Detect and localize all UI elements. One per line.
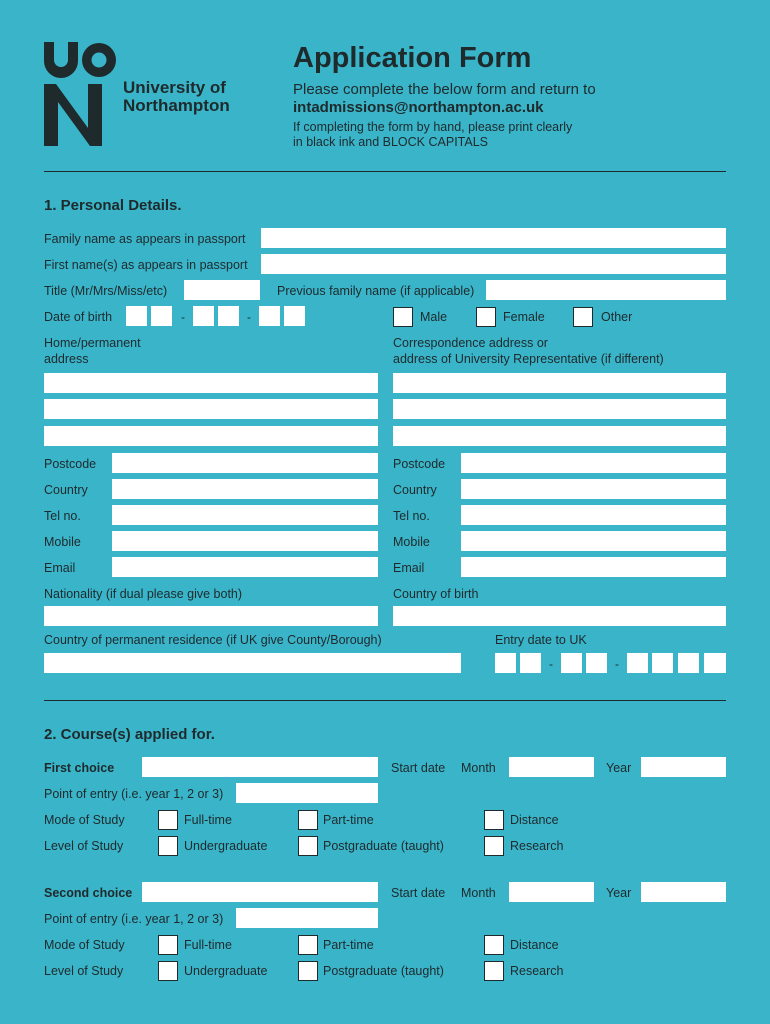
first-fulltime-checkbox[interactable] — [158, 810, 178, 830]
first-start-date-label: Start date — [391, 761, 446, 775]
first-choice-field[interactable] — [142, 757, 378, 777]
home-postcode-field[interactable] — [112, 453, 378, 473]
second-research-checkbox[interactable] — [484, 961, 504, 981]
first-undergraduate-checkbox[interactable] — [158, 836, 178, 856]
entry-date-separator: - — [615, 657, 619, 671]
dob-label: Date of birth — [44, 310, 113, 324]
second-distance-checkbox[interactable] — [484, 935, 504, 955]
second-month-field[interactable] — [509, 882, 594, 902]
first-year-field[interactable] — [641, 757, 726, 777]
entry-month-digit-2[interactable] — [586, 653, 607, 673]
home-address-line-3[interactable] — [44, 426, 378, 446]
gender-male-label: Male — [420, 310, 448, 324]
correspondence-address-line-1[interactable] — [393, 373, 726, 393]
first-level-label: Level of Study — [44, 839, 124, 853]
entry-year-digit-2[interactable] — [652, 653, 673, 673]
title-label: Title (Mr/Mrs/Miss/etc) — [44, 284, 168, 298]
entry-day-digit-2[interactable] — [520, 653, 541, 673]
entry-date-label: Entry date to UK — [495, 633, 587, 647]
first-parttime-checkbox[interactable] — [298, 810, 318, 830]
home-address-line-1[interactable] — [44, 373, 378, 393]
second-mode-label: Mode of Study — [44, 938, 125, 952]
dob-day-digit-1[interactable] — [126, 306, 147, 326]
first-month-field[interactable] — [509, 757, 594, 777]
second-fulltime-checkbox[interactable] — [158, 935, 178, 955]
second-year-label: Year — [606, 886, 632, 900]
home-mobile-field[interactable] — [112, 531, 378, 551]
home-postcode-label: Postcode — [44, 457, 97, 471]
university-name-line1: University of — [123, 78, 226, 97]
home-tel-label: Tel no. — [44, 509, 81, 523]
first-undergraduate-label: Undergraduate — [184, 839, 268, 853]
home-address-label-line1: Home/permanent — [44, 336, 141, 350]
second-point-of-entry-field[interactable] — [236, 908, 378, 928]
second-start-date-label: Start date — [391, 886, 446, 900]
instruction-text: Please complete the below form and return to — [293, 81, 596, 98]
country-residence-field[interactable] — [44, 653, 461, 673]
country-residence-label: Country of permanent residence (if UK give County/Borough) — [44, 633, 382, 647]
second-postgraduate-checkbox[interactable] — [298, 961, 318, 981]
second-parttime-checkbox[interactable] — [298, 935, 318, 955]
entry-month-digit-1[interactable] — [561, 653, 582, 673]
correspondence-address-label-line2: address of University Representative (if different) — [393, 352, 664, 366]
first-parttime-label: Part-time — [323, 813, 374, 827]
correspondence-address-label-line1: Correspondence address or — [393, 336, 548, 350]
home-email-label: Email — [44, 561, 76, 575]
second-fulltime-label: Full-time — [184, 938, 232, 952]
second-level-label: Level of Study — [44, 964, 124, 978]
entry-date-separator: - — [549, 657, 553, 671]
submission-email: intadmissions@northampton.ac.uk — [293, 99, 544, 116]
dob-separator: - — [181, 310, 185, 324]
home-address-label-line2: address — [44, 352, 89, 366]
correspondence-address-line-3[interactable] — [393, 426, 726, 446]
second-point-of-entry-label: Point of entry (i.e. year 1, 2 or 3) — [44, 912, 224, 926]
family-name-field[interactable] — [261, 228, 726, 248]
second-parttime-label: Part-time — [323, 938, 374, 952]
first-point-of-entry-label: Point of entry (i.e. year 1, 2 or 3) — [44, 787, 224, 801]
title-field[interactable] — [184, 280, 260, 300]
corr-mobile-label: Mobile — [393, 535, 430, 549]
corr-country-label: Country — [393, 483, 437, 497]
section-heading-personal: 1. Personal Details. — [44, 197, 182, 214]
dob-month-digit-2[interactable] — [218, 306, 239, 326]
handwriting-note-line2: in black ink and BLOCK CAPITALS — [293, 135, 488, 149]
family-name-label: Family name as appears in passport — [44, 232, 246, 246]
second-choice-label: Second choice — [44, 886, 133, 900]
entry-year-digit-4[interactable] — [704, 653, 726, 673]
second-choice-field[interactable] — [142, 882, 378, 902]
home-email-field[interactable] — [112, 557, 378, 577]
country-of-birth-field[interactable] — [393, 606, 726, 626]
home-tel-field[interactable] — [112, 505, 378, 525]
nationality-label: Nationality (if dual please give both) — [44, 587, 243, 601]
university-name-line2: Northampton — [123, 96, 230, 115]
corr-country-field[interactable] — [461, 479, 726, 499]
second-distance-label: Distance — [510, 938, 559, 952]
correspondence-address-line-2[interactable] — [393, 399, 726, 419]
home-country-field[interactable] — [112, 479, 378, 499]
corr-email-label: Email — [393, 561, 425, 575]
entry-year-digit-1[interactable] — [627, 653, 648, 673]
corr-mobile-field[interactable] — [461, 531, 726, 551]
first-distance-label: Distance — [510, 813, 559, 827]
first-research-checkbox[interactable] — [484, 836, 504, 856]
first-postgraduate-checkbox[interactable] — [298, 836, 318, 856]
first-names-label: First name(s) as appears in passport — [44, 258, 248, 272]
dob-year-digit-1[interactable] — [259, 306, 280, 326]
second-postgraduate-label: Postgraduate (taught) — [323, 964, 444, 978]
first-fulltime-label: Full-time — [184, 813, 232, 827]
second-month-label: Month — [461, 886, 496, 900]
section-heading-courses: 2. Course(s) applied for. — [44, 726, 215, 743]
home-mobile-label: Mobile — [44, 535, 81, 549]
second-undergraduate-label: Undergraduate — [184, 964, 268, 978]
handwriting-note-line1: If completing the form by hand, please print clearly — [293, 120, 573, 134]
first-names-field[interactable] — [261, 254, 726, 274]
home-address-line-2[interactable] — [44, 399, 378, 419]
corr-email-field[interactable] — [461, 557, 726, 577]
gender-female-checkbox[interactable] — [476, 307, 496, 327]
first-choice-label: First choice — [44, 761, 115, 775]
first-year-label: Year — [606, 761, 632, 775]
second-research-label: Research — [510, 964, 564, 978]
previous-family-name-label: Previous family name (if applicable) — [277, 284, 475, 298]
first-distance-checkbox[interactable] — [484, 810, 504, 830]
gender-female-label: Female — [503, 310, 545, 324]
first-mode-label: Mode of Study — [44, 813, 125, 827]
gender-other-label: Other — [601, 310, 633, 324]
dob-month-digit-1[interactable] — [193, 306, 214, 326]
first-postgraduate-label: Postgraduate (taught) — [323, 839, 444, 853]
entry-year-digit-3[interactable] — [678, 653, 699, 673]
corr-postcode-label: Postcode — [393, 457, 446, 471]
divider — [44, 171, 726, 172]
country-of-birth-label: Country of birth — [393, 587, 479, 601]
first-month-label: Month — [461, 761, 496, 775]
divider — [44, 700, 726, 701]
gender-other-checkbox[interactable] — [573, 307, 593, 327]
corr-tel-label: Tel no. — [393, 509, 430, 523]
page-title: Application Form — [293, 42, 532, 74]
gender-male-checkbox[interactable] — [393, 307, 413, 327]
corr-postcode-field[interactable] — [461, 453, 726, 473]
nationality-field[interactable] — [44, 606, 378, 626]
first-research-label: Research — [510, 839, 564, 853]
dob-year-digit-2[interactable] — [284, 306, 305, 326]
previous-family-name-field[interactable] — [486, 280, 726, 300]
second-year-field[interactable] — [641, 882, 726, 902]
home-country-label: Country — [44, 483, 88, 497]
university-logo — [44, 42, 116, 146]
dob-day-digit-2[interactable] — [151, 306, 172, 326]
second-undergraduate-checkbox[interactable] — [158, 961, 178, 981]
corr-tel-field[interactable] — [461, 505, 726, 525]
entry-day-digit-1[interactable] — [495, 653, 516, 673]
dob-separator: - — [247, 310, 251, 324]
first-point-of-entry-field[interactable] — [236, 783, 378, 803]
